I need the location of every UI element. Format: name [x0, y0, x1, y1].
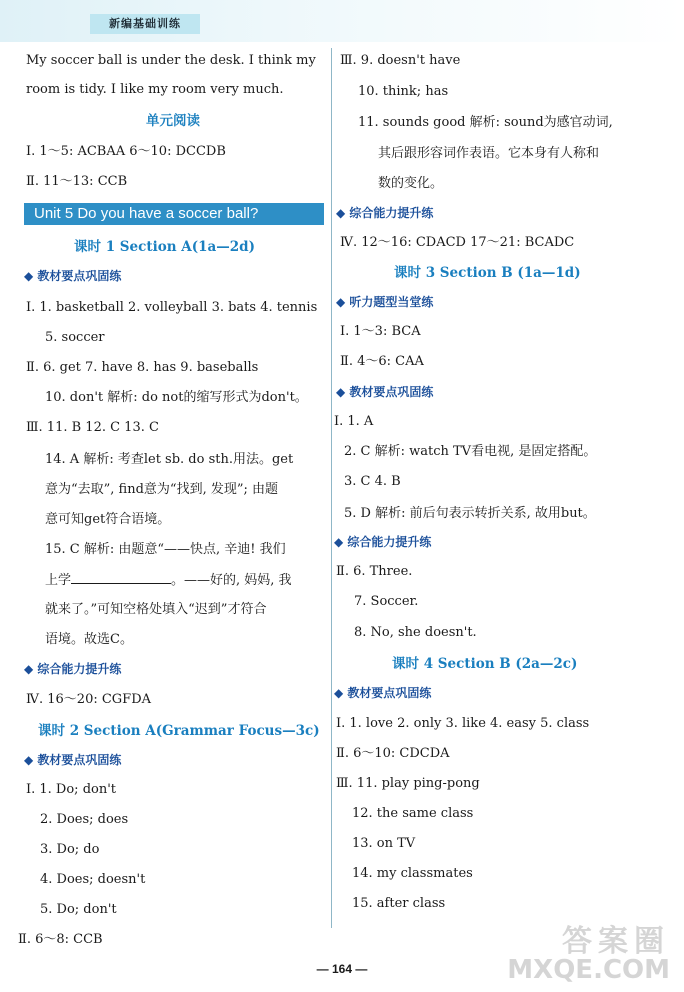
- reading-title: 单元阅读: [146, 113, 200, 129]
- answer-line: 数的变化。: [378, 176, 444, 191]
- answer-line: Ⅱ. 6. Three.: [336, 564, 413, 579]
- intro-line-1: My soccer ball is under the desk. I think my: [26, 53, 316, 68]
- answer-text: 。——好的, 妈妈, 我: [171, 573, 292, 588]
- answer-line: 14. my classmates: [352, 866, 473, 881]
- answer-line: 4. Does; doesn't: [40, 872, 146, 887]
- answer-line: 15. after class: [352, 896, 446, 911]
- answer-line: 12. the same class: [352, 806, 474, 821]
- watermark-logo: [507, 924, 670, 985]
- listening-label: ◆ 听力题型当堂练: [336, 295, 434, 309]
- lesson-1-title: 课时 1 Section A(1a—2d): [74, 239, 255, 255]
- comprehensive-label: ◆ 综合能力提升练: [336, 206, 434, 220]
- drill-label: ◆ 教材要点巩固练: [336, 385, 434, 399]
- answer-line: 语境。故选C。: [45, 632, 133, 647]
- answer-line: 11. sounds good 解析: sound为感官动词,: [358, 115, 613, 130]
- answer-line: Ⅱ. 6～10: CDCDA: [336, 746, 450, 761]
- drill-label: ◆ 教材要点巩固练: [334, 686, 432, 700]
- drill-label: ◆ 教材要点巩固练: [24, 753, 122, 767]
- reading-answers-I: Ⅰ. 1～5: ACBAA 6～10: DCCDB: [26, 144, 226, 159]
- answer-line: 5. soccer: [45, 330, 105, 345]
- answer-line: 15. C 解析: 由题意“——快点, 辛迪! 我们: [45, 542, 286, 557]
- answer-line: 2. Does; does: [40, 812, 129, 827]
- answer-line: 2. C 解析: watch TV看电视, 是固定搭配。: [344, 444, 597, 459]
- answer-line: 7. Soccer.: [354, 594, 419, 609]
- answer-line: 其后跟形容词作表语。它本身有人称和: [378, 146, 600, 161]
- answer-line: 3. C 4. B: [344, 474, 401, 489]
- lesson-4-title: 课时 4 Section B (2a—2c): [392, 656, 578, 672]
- answer-line: 13. on TV: [352, 836, 416, 851]
- answer-line: 14. A 解析: 考查let sb. do sth.用法。get: [45, 452, 294, 467]
- answer-line: Ⅳ. 12～16: CDACD 17～21: BCADC: [340, 235, 575, 250]
- series-label: 新编基础训练: [90, 14, 200, 34]
- lesson-2-title: 课时 2 Section A(Grammar Focus—3c): [38, 723, 320, 739]
- answer-line: 就来了。”可知空格处填入“迟到”才符合: [45, 602, 267, 617]
- answer-line: 3. Do; do: [40, 842, 100, 857]
- answer-line: Ⅰ. 1. A: [334, 414, 374, 429]
- lesson-3-title: 课时 3 Section B (1a—1d): [394, 265, 581, 281]
- answer-line: Ⅲ. 11. B 12. C 13. C: [26, 420, 159, 435]
- watermark-top: 答案圈: [562, 924, 670, 959]
- page-number: — 164 —: [316, 962, 368, 976]
- answer-line: Ⅰ. 1. basketball 2. volleyball 3. bats 4. tennis: [26, 300, 318, 315]
- answer-line: 10. think; has: [358, 84, 449, 99]
- drill-label: ◆ 教材要点巩固练: [24, 269, 122, 283]
- answer-line: 5. Do; don't: [40, 902, 117, 917]
- watermark-bottom: MXQE.COM: [507, 955, 670, 985]
- answer-line: 8. No, she doesn't.: [354, 625, 477, 640]
- answer-line: Ⅰ. 1. love 2. only 3. like 4. easy 5. class: [336, 716, 590, 731]
- blank-underline: [71, 571, 171, 584]
- answer-line: 5. D 解析: 前后句表示转折关系, 故用but。: [344, 506, 596, 521]
- unit-banner: Unit 5 Do you have a soccer ball?: [24, 203, 324, 225]
- answer-line: 意可知get符合语境。: [45, 512, 171, 527]
- answer-line: Ⅳ. 16～20: CGFDA: [26, 692, 152, 707]
- answer-line: Ⅰ. 1. Do; don't: [26, 782, 117, 797]
- answer-line: Ⅱ. 6. get 7. have 8. has 9. baseballs: [26, 360, 259, 375]
- answer-line: 10. don't 解析: do not的缩写形式为don't。: [45, 390, 308, 405]
- answer-line: Ⅲ. 9. doesn't have: [340, 53, 461, 68]
- answer-line: Ⅰ. 1～3: BCA: [340, 324, 421, 339]
- intro-line-2: room is tidy. I like my room very much.: [26, 82, 284, 97]
- answer-line: Ⅱ. 6～8: CCB: [18, 932, 103, 947]
- reading-answers-II: Ⅱ. 11～13: CCB: [26, 174, 128, 189]
- comprehensive-label: ◆ 综合能力提升练: [24, 662, 122, 676]
- column-divider: [331, 48, 332, 928]
- answer-line: Ⅱ. 4～6: CAA: [340, 354, 424, 369]
- comprehensive-label: ◆ 综合能力提升练: [334, 535, 432, 549]
- header-band: [0, 0, 684, 42]
- answer-line: 意为“去取”, find意为“找到, 发现”; 由题: [45, 482, 278, 497]
- answer-text: 上学: [45, 573, 72, 588]
- answer-line: [45, 571, 292, 590]
- answer-line: Ⅲ. 11. play ping-pong: [336, 776, 480, 791]
